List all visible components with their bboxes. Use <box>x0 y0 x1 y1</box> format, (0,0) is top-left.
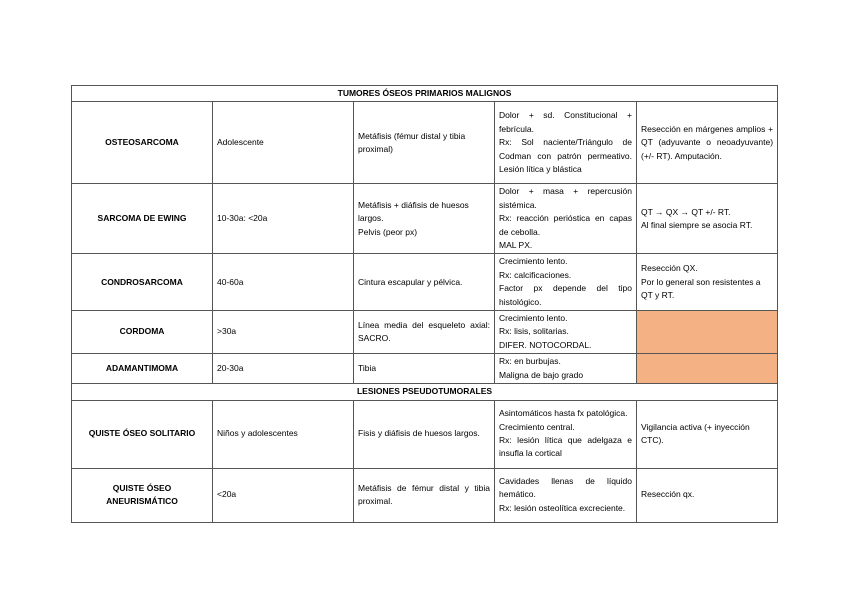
clinic-cell <box>495 102 637 184</box>
table-row <box>72 254 778 311</box>
location-line: Metáfisis de fémur distal y tibia proximal. <box>358 482 490 506</box>
table-row <box>72 102 778 184</box>
treatment-cell <box>637 102 778 184</box>
location-line: Fisis y diáfisis de huesos largos. <box>358 428 480 439</box>
section-title-pseudotumoral: LESIONES PSEUDOTUMORALES <box>72 384 778 400</box>
table-row <box>72 468 778 522</box>
treatment-cell <box>637 254 778 311</box>
clinic-cell <box>495 400 637 468</box>
location-cell <box>354 468 495 522</box>
treatment-line: Por lo general son resistentes a QT y RT. <box>641 276 761 300</box>
treatment-line: Al final siempre se asocia RT. <box>641 219 753 230</box>
treatment-line: Resección en márgenes amplios + QT (adyuvante o neoadyuvante) (+/- RT). Amputación. <box>641 123 774 161</box>
location-cell <box>354 354 495 384</box>
location-cell <box>354 254 495 311</box>
table-row <box>72 184 778 254</box>
clinic-line: Rx: lisis, solitarias. <box>499 326 569 337</box>
table-row <box>72 311 778 354</box>
age-cell: 10-30a: <20a <box>213 184 354 254</box>
tumor-name: ADAMANTIMOMA <box>72 354 213 384</box>
clinic-line: Rx: lesión lítica que adelgaza e insufla la cortical <box>499 435 632 459</box>
treatment-cell-empty <box>637 311 778 354</box>
tumor-name: SARCOMA DE EWING <box>72 184 213 254</box>
age-cell: Niños y adolescentes <box>213 400 354 468</box>
clinic-cell <box>495 468 637 522</box>
treatment-line: Resección qx. <box>641 489 695 500</box>
clinic-line: Dolor + sd. Constitucional + febrícula. <box>499 110 632 134</box>
location-cell <box>354 400 495 468</box>
treatment-line: QT → QX → QT +/- RT. <box>641 206 731 217</box>
clinic-cell <box>495 184 637 254</box>
treatment-cell-empty <box>637 354 778 384</box>
clinic-line: Crecimiento lento. <box>499 313 568 324</box>
location-cell <box>354 184 495 254</box>
location-line: Tibia <box>358 362 377 373</box>
treatment-line: Vigilancia activa (+ inyección CTC). <box>641 421 750 445</box>
clinic-line: Rx: lesión osteolítica excreciente. <box>499 502 626 513</box>
location-line: Metáfisis (fémur distal y tibia proximal) <box>358 130 466 154</box>
section-title-malignant: TUMORES ÓSEOS PRIMARIOS MALIGNOS <box>72 86 778 102</box>
table-row <box>72 400 778 468</box>
table-row <box>72 354 778 384</box>
location-cell <box>354 102 495 184</box>
age-cell: Adolescente <box>213 102 354 184</box>
tumor-name: CORDOMA <box>72 311 213 354</box>
clinic-line: Factor px depende del tipo histológico. <box>499 283 632 307</box>
treatment-line: Resección QX. <box>641 263 698 274</box>
location-line: Pelvis (peor px) <box>358 226 418 237</box>
age-cell: 40-60a <box>213 254 354 311</box>
clinic-line: Crecimiento lento. <box>499 256 568 267</box>
section-header-row <box>72 384 778 400</box>
clinic-cell <box>495 311 637 354</box>
tumor-name: CONDROSARCOMA <box>72 254 213 311</box>
location-line: Cintura escapular y pélvica. <box>358 276 463 287</box>
tumor-name: QUISTE ÓSEO SOLITARIO <box>72 400 213 468</box>
location-cell <box>354 311 495 354</box>
age-cell: 20-30a <box>213 354 354 384</box>
clinic-line: Rx: calcificaciones. <box>499 269 572 280</box>
treatment-cell <box>637 468 778 522</box>
clinic-line: Rx: reacción perióstica en capas de cebolla. <box>499 213 632 237</box>
tumor-table <box>71 85 778 523</box>
clinic-cell <box>495 354 637 384</box>
clinic-cell <box>495 254 637 311</box>
location-line: Línea media del esqueleto axial: SACRO. <box>358 319 490 344</box>
clinic-line: Crecimiento central. <box>499 421 575 432</box>
clinic-line: Rx: Sol naciente/Triángulo de Codman con patrón permeativo. Lesión lítica y blástica <box>499 137 632 175</box>
tumor-name: OSTEOSARCOMA <box>72 102 213 184</box>
clinic-line: MAL PX. <box>499 240 533 251</box>
tumor-name: QUISTE ÓSEO ANEURISMÁTICO <box>72 468 213 522</box>
age-cell: >30a <box>213 311 354 354</box>
clinic-line: Dolor + masa + repercusión sistémica. <box>499 186 632 210</box>
clinic-line: Asintomáticos hasta fx patológica. <box>499 408 628 419</box>
section-header-row <box>72 86 778 102</box>
clinic-line: Cavidades llenas de líquido hemático. <box>499 475 632 500</box>
location-line: Metáfisis + diáfisis de huesos largos. <box>358 199 469 224</box>
clinic-line: Rx: en burbujas. <box>499 356 561 367</box>
age-cell: <20a <box>213 468 354 522</box>
treatment-cell <box>637 400 778 468</box>
treatment-cell <box>637 184 778 254</box>
clinic-line: Maligna de bajo grado <box>499 369 584 380</box>
clinic-line: DIFER. NOTOCORDAL. <box>499 339 592 350</box>
